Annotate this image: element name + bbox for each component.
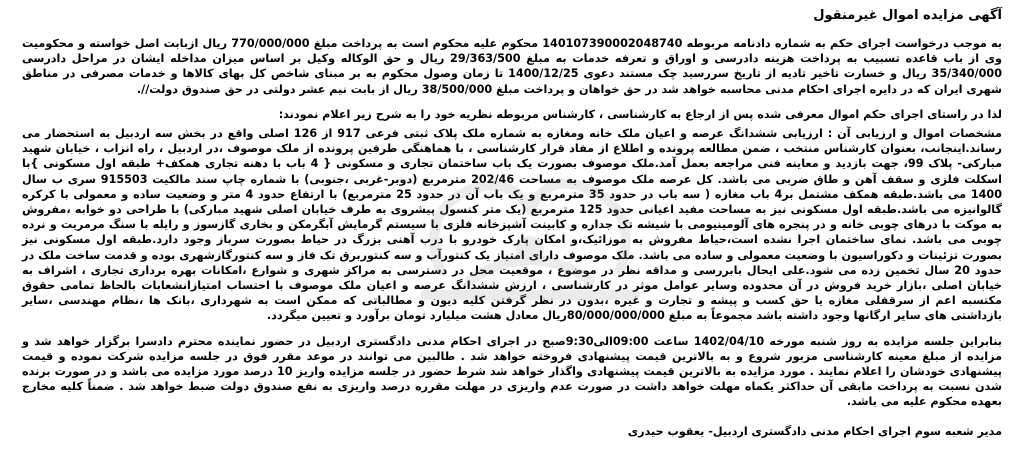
signature-line: مدیر شعبه سوم اجرای احکام مدنی دادگستری اردبیل- یعقوب حیدری [627, 424, 1002, 438]
auction-session-paragraph: بنابراین جلسه مزایده به روز شنبه مورخه 1402/04/10 ساعت 09:00الی9:30صبح در اجرای احکام مدنی دادگستری اردبیل در حضور نماینده محترم دادسرا برگزار خواهد شد و مزایده از مبلغ معینه کارشناسی مزبور شروع و به بالاترین قیمت پیشنهادی فروخته خواهد شد . طالبین می توانند در موعد مقرر فوق در جلسه مزایده شرکت نموده و قیمت پیشنهادی خودشان را اعلام نمایند . مورد مزایده به بالاترین قیمت پیشنهادی واگذار خواهد شد شرط حضور در جلسه مزایده واریز 10 درصد مورد مزایده می باشد و در صورت برنده شدن نسبت به پرداخت مابقی آن حداکثر یکماه مهلت خواهد داشت در صورت عدم واریزی در مهلت مقرره درصد واریزی به نفع صندوق دولت ضبط خواهد شد . ضمناً کلیه مخارج بعهده محکوم علیه می باشد. [22, 334, 1002, 409]
notice-title: آگهی مزایده اموال غیرمنقول [813, 8, 1002, 23]
auction-notice [22, 6, 1002, 454]
property-description-paragraph: مشخصات اموال و ارزیابی آن : ارزیابی ششدانگ عرصه و اعیان ملک خانه ومغازه به شماره ملک پلاک ثبتی فرعی 917 از 126 اصلی واقع در بخش سه اردبیل به استحضار می رساند.اینجانب، بعنوان کارشناس منتخب ، ضمن مطالعه پرونده و اطلاع از مفاد قرار کارشناسی ، با هماهنگی طرفین پرونده از ملک موصوف ،در اردبیل ، راه انزاب ، خیابان شهید مبارکی- پلاک 99، جهت بازدید و معاینه فنی مراجعه بعمل آمد.ملک موصوف بصورت یک باب ساختمان تجاری و مسکونی { 4 باب با دهنه تجاری همکف+ طبقه اول مسکونی }با اسکلت فلزی و سقف آهن و طاق ضربی می باشد. کل عرصه ملک موصوف به مساحت 202/46 مترمربع (دوبر-غربی ،جنوبی) با شماره چاپ سند مالکیت 915503 سری ب سال 1400 می باشد.طبقه همکف مشتمل بر4 باب مغازه ( سه باب در حدود 35 مترمربع و یک باب آن در حدود 25 مترمربع) با ارتفاع حدود 4 متر و وضعیت ساده و معمولی با کرکره گالوانیزه می باشد.طبقه اول مسکونی نیز به مساحت مفید اعیانی حدود 125 مترمربع (یک متر کنسول پیشروی به طرف خیابان اصلی شهید مبارکی) با طراحی دو خوابه ،مفروش به موکت با درهای چوبی خانه و در پنجره های آلومینیومی با شیشه تک جداره و کابینت آشپزخانه فلزی با سیستم گرمایش آبگرمکن و بخاری گازسوز و رایله با سنگ مرمریت و نرده چوبی می باشد. نمای ساختمان اجرا نشده است،حیاط مفروش به موزائیک،و امکان پارک خودرو با درب آهنی بزرگ در حیاط بصورت سرباز وجود دارد.طبقه اول مسکونی نیز بصورت تزئینات و دکوراسیون با وضعیت معمولی و ساده می باشد. ملک موصوف دارای امتیاز یک کنتورآب و سه کنتوربرق تک فاز و سه کنتورگازشهری بوده و قدمت ساخت ملک در حدود 20 سال تخمین زده می شود.علی ایحال بابررسی و مداقه نظر در موضوع ، موقعیت محل در دسترسی به مراکز شهری و شوارع ،امکانات بهره برداری تجاری ، اشراف به خیابان اصلی ،بازار خرید فروش در آن محدوده وسایر عوامل موثر در کارشناسی ، ارزش ششدانگ عرصه و اعیان ملک موصوف با احتساب امتیازانشعابات بالحاظ تمامی حقوق مکتسبه اعم از سرقفلی مغازه یا حق کسب و پیشه و تجارت و غیره ،بدون در نظر گرفتن کلیه دیون و مطالباتی که ممکن است به شهرداری ،بانک ها ،نظام مهندسی ،سایر بازداشتی های سایر ارگانها وجود داشته باشد مجموعاً به مبلغ 80/000/000/000ریال معادل هشت میلیارد تومان برآورد و تعیین میگردد. [22, 127, 1002, 323]
expert-intro-paragraph: لذا در راستای اجرای حکم اموال معرفی شده پس از ارجاع به کارشناسی ، کارشناس مربوطه نظریه خود را به شرح زیر اعلام نمودند: [278, 107, 1002, 121]
judgment-paragraph: به موجب درخواست اجرای حکم به شماره دادنامه مربوطه 140107390002048740 محکوم علیه محکوم است به پرداخت مبلغ 770/000/000 ریال ازبابت اصل خواسته و محکومیت وی از باب قاعده تسبیب به پرداخت هزینه دادرسی و اوراق و تعرفه خدمات به مبلغ 29/363/500 ریال و حق الوکاله وکیل بر اساس میزان مداخله ایشان در مراحل دادرسی 35/340/000 ریال و خسارت تاخیر تادیه از تاریخ سررسید چک مستند دعوی 1400/12/25 تا زمان وصول محکوم به بر مبنای شاخص کل بهای کالاها و خدمات مصرفی در مناطق شهری ایران که در دایره اجرای احکام مدنی محاسبه خواهد شد در حق خواهان و پرداخت مبلغ 38/500/000 ریال از بابت نیم عشر دولتی در حق صندوق دولت//. [22, 37, 1002, 96]
